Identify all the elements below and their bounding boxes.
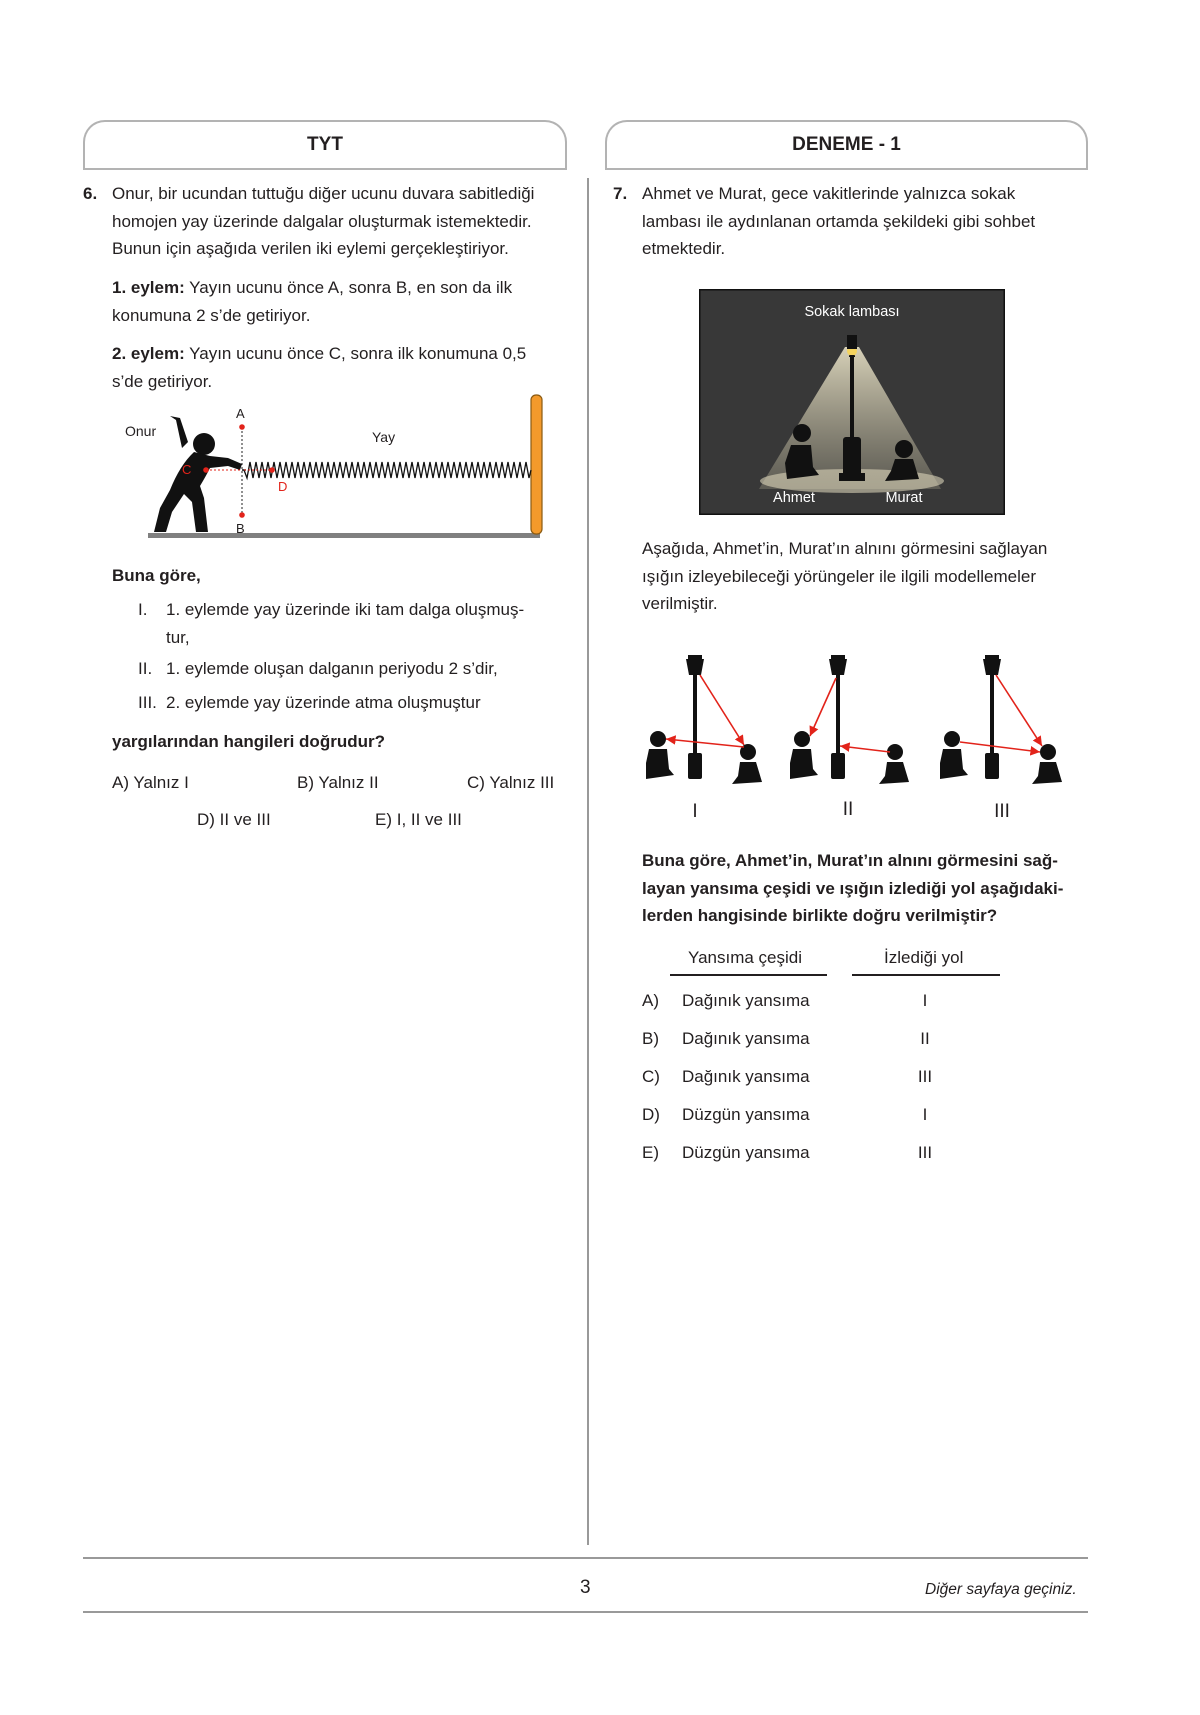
model-3 xyxy=(940,655,1062,784)
q6-option-e[interactable]: E) I, II ve III xyxy=(375,810,462,829)
table-header-type: Yansıma çeşidi xyxy=(688,948,803,967)
q6-spring-figure xyxy=(110,390,560,550)
q6-option-d[interactable]: D) II ve III xyxy=(197,810,271,829)
q6-option-c[interactable]: C) Yalnız III xyxy=(467,773,555,792)
label-a: A xyxy=(236,406,245,421)
point-d xyxy=(269,467,275,473)
q7-question: Buna göre, Ahmet’in, Murat’ın alnını görmesini sağ- layan yansıma çeşidi ve ışığın izlediği yol aşağıdaki- lerden hangisinde birlikte doğru verilmiştir? xyxy=(642,851,1064,925)
q7-intro: Ahmet ve Murat, gece vakitlerinde yalnızca sokak lambası ile aydınlanan ortamda şekildeki gibi sohbet etmektedir. xyxy=(642,184,1036,258)
label-onur: Onur xyxy=(125,423,157,439)
header-left-underline xyxy=(83,168,567,170)
footer-note: Diğer sayfaya geçiniz. xyxy=(925,1581,1077,1598)
q7-street-lamp-figure xyxy=(699,289,1005,515)
q6-question: yargılarından hangileri doğrudur? xyxy=(112,732,385,751)
footer-top-rule xyxy=(83,1557,1088,1559)
ahmet-label: Ahmet xyxy=(773,490,815,506)
model-2 xyxy=(790,655,909,784)
spring-coil xyxy=(244,462,531,478)
model-label-2: II xyxy=(842,799,854,820)
q6-lead: Buna göre, xyxy=(112,566,201,585)
header-right-title: DENEME - 1 xyxy=(605,120,1088,170)
q6-action2: 2. eylem: Yayın ucunu önce C, sonra ilk konumuna 0,5 s’de getiriyor. xyxy=(112,344,527,391)
q6-statement-3: III. 2. eylemde yay üzerinde atma oluşmuştur xyxy=(138,693,481,712)
q6-statement-2: II. 1. eylemde oluşan dalganın periyodu 2 s’dir, xyxy=(138,659,498,678)
q7-number: 7. xyxy=(613,184,628,203)
q6-action1: 1. eylem: Yayın ucunu önce A, sonra B, en son da ilk konumuna 2 s’de getiriyor. xyxy=(112,278,513,325)
q6-statement-1: I. 1. eylemde yay üzerinde iki tam dalga oluşmuş- tur, xyxy=(138,600,525,647)
model-label-3: III xyxy=(994,801,1010,822)
q6-option-b[interactable]: B) Yalnız II xyxy=(297,773,379,792)
column-divider xyxy=(587,178,589,1545)
footer-bottom-rule xyxy=(83,1611,1088,1613)
label-b: B xyxy=(236,521,245,536)
table-header-rule-2 xyxy=(852,974,1000,976)
point-b xyxy=(239,512,245,518)
q7-models-figure xyxy=(640,650,1080,830)
page-number: 3 xyxy=(580,1577,591,1598)
q7-mid-text: Aşağıda, Ahmet’in, Murat’ın alnını görmesini sağlayan ışığın izleyebileceği yörüngeler ile ilgili modellemeler verilmiştir. xyxy=(642,539,1048,613)
header-left-title: TYT xyxy=(83,120,567,170)
onur-silhouette xyxy=(154,416,242,532)
label-c: C xyxy=(182,462,192,477)
q6-option-a[interactable]: A) Yalnız I xyxy=(112,773,189,792)
label-d: D xyxy=(278,479,288,494)
point-c xyxy=(203,467,209,473)
q6-intro: Onur, bir ucundan tuttuğu diğer ucunu duvara sabitlediği homojen yay üzerinde dalgalar oluşturmak istemektedir. Bunun için aşağıda verilen iki eylemi gerçekleştiriyor. xyxy=(112,184,535,258)
murat-label: Murat xyxy=(885,490,923,506)
label-yay: Yay xyxy=(372,429,396,445)
header-right-underline xyxy=(605,168,1088,170)
wall xyxy=(531,395,542,534)
table-header-path: İzlediği yol xyxy=(884,948,964,967)
point-a xyxy=(239,424,245,430)
q6-number: 6. xyxy=(83,184,98,203)
model-label-1: I xyxy=(692,801,698,822)
table-header-rule-1 xyxy=(670,974,827,976)
model-1 xyxy=(646,655,762,784)
lamp-label: Sokak lambası xyxy=(804,304,900,320)
ground-line xyxy=(148,533,540,538)
